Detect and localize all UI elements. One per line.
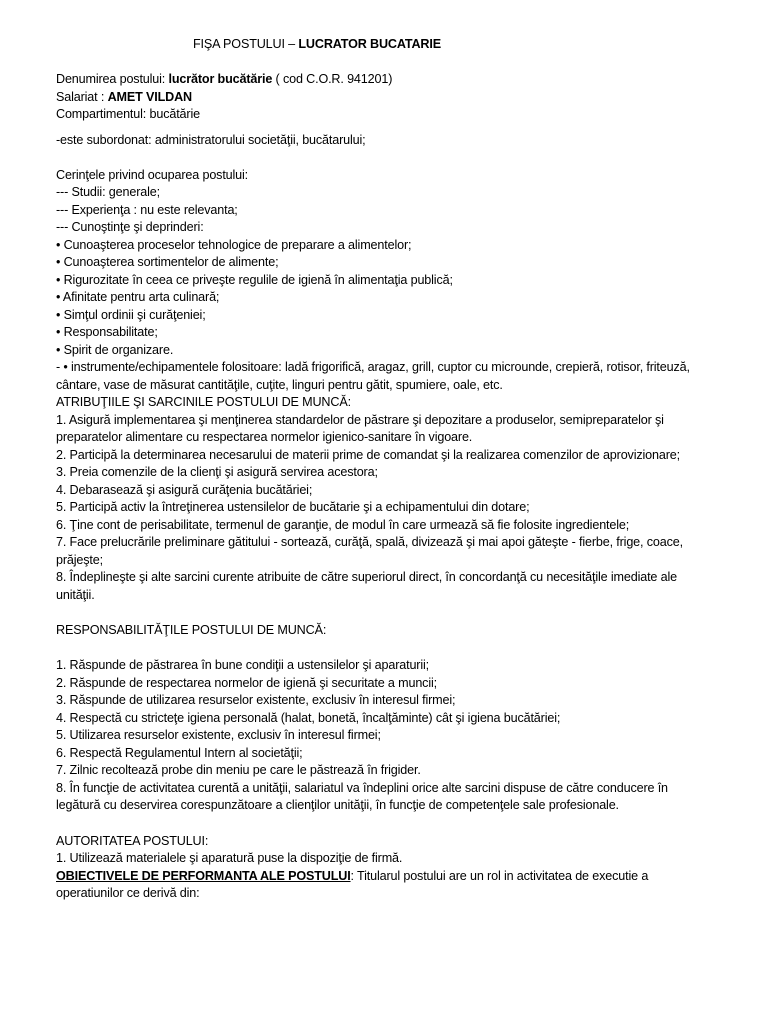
responsibility-line: 1. Răspunde de păstrarea în bune condiţii a ustensilelor şi aparaturii;: [56, 658, 429, 672]
requirement-line: • Spirit de organizare.: [56, 343, 174, 357]
duty-line: 7. Face prelucrările preliminare gătitului - sortează, curăţă, spală, divizează şi mai apoi găteşte - fierbe, frige, coace,: [56, 535, 683, 549]
department-line: Compartimentul: bucătărie: [56, 107, 200, 121]
responsibility-line: 5. Utilizarea resurselor existente, exclusiv în interesul firmei;: [56, 728, 381, 742]
job-name-line: Denumirea postului: lucrător bucătărie ( cod C.O.R. 941201): [56, 72, 393, 86]
requirement-line: • Cunoaşterea sortimentelor de alimente;: [56, 255, 279, 269]
requirement-line: cântare, vase de măsurat cantităţile, cuţite, linguri pentru gătit, spumiere, oale, etc.: [56, 378, 503, 392]
requirement-line: --- Studii: generale;: [56, 185, 160, 199]
responsibility-line: 7. Zilnic recoltează probe din meniu pe care le păstrează în frigider.: [56, 763, 421, 777]
responsibility-line: 6. Respectă Regulamentul Intern al societăţii;: [56, 746, 303, 760]
responsibility-line: 3. Răspunde de utilizarea resurselor existente, exclusiv în interesul firmei;: [56, 693, 456, 707]
requirement-line: • Cunoaşterea proceselor tehnologice de preparare a alimentelor;: [56, 238, 412, 252]
duty-line: 8. Îndeplineşte şi alte sarcini curente atribuite de către superiorul direct, în concordanţă cu necesităţile imediate ale: [56, 570, 677, 584]
requirement-line: --- Cunoştinţe şi deprinderi:: [56, 220, 204, 234]
responsibility-line: 2. Răspunde de respectarea normelor de igienă şi securitate a muncii;: [56, 676, 437, 690]
duty-line: 3. Preia comenzile de la clienţi şi asigură servirea acestora;: [56, 465, 378, 479]
duty-line: 4. Debarasează şi asigură curăţenia bucătăriei;: [56, 483, 313, 497]
objectives-heading: OBIECTIVELE DE PERFORMANTA ALE POSTULUI: [56, 869, 351, 883]
duty-line: prăjeşte;: [56, 553, 103, 567]
requirement-line: --- Experienţa : nu este relevanta;: [56, 203, 238, 217]
requirement-line: • Afinitate pentru arta culinară;: [56, 290, 220, 304]
responsibility-line: 8. În funcţie de activitatea curentă a unităţii, salariatul va îndeplini orice alte sarcini dispuse de către conducere în: [56, 781, 668, 795]
responsibility-line: 4. Respectă cu stricteţe igiena personală (halat, bonetă, încalţăminte) cât şi igiena bucătăriei;: [56, 711, 561, 725]
duty-line: 1. Asigură implementarea şi menţinerea standardelor de păstrare şi depozitare a produselor, semipreparatelor şi: [56, 413, 664, 427]
requirement-line: • Simţul ordinii şi curăţeniei;: [56, 308, 206, 322]
requirements-heading: Cerinţele privind ocuparea postului:: [56, 168, 249, 182]
duty-line: 5. Participă activ la întreţinerea ustensilelor de bucătarie şi a echipamentului din dotare;: [56, 500, 530, 514]
duty-line: unităţii.: [56, 588, 95, 602]
duty-line: 2. Participă la determinarea necesarului de materii prime de comandat şi la realizarea comenzilor de aprovizionare;: [56, 448, 680, 462]
duties-heading: ATRIBUŢIILE ŞI SARCINILE POSTULUI DE MUNCĂ:: [56, 395, 351, 409]
requirement-line: • Responsabilitate;: [56, 325, 158, 339]
subordination-line: -este subordonat: administratorului societăţii, bucătarului;: [56, 133, 366, 147]
objectives-line: OBIECTIVELE DE PERFORMANTA ALE POSTULUI: Titularul postului are un rol in activitatea de executie a: [56, 869, 649, 883]
responsibility-line: legătură cu deservirea corespunzătoare a clienţilor unităţii, în funcţie de competenţele sale profesionale.: [56, 798, 619, 812]
duty-line: preparatelor alimentare cu respectarea normelor igienico-sanitare în vigoare.: [56, 430, 473, 444]
responsibilities-heading: RESPONSABILITĂŢILE POSTULUI DE MUNCĂ:: [56, 623, 327, 637]
authority-heading: AUTORITATEA POSTULUI:: [56, 834, 209, 848]
objectives-line-2: operatiunilor ce derivă din:: [56, 886, 200, 900]
requirement-line: - • instrumente/echipamentele folositoare: ladă frigorifică, aragaz, grill, cuptor cu microunde, crepieră, rotisor, friteuză,: [56, 360, 690, 374]
document-title: FIŞA POSTULUI – LUCRATOR BUCATARIE: [193, 37, 441, 51]
duty-line: 6. Ţine cont de perisabilitate, termenul de garanţie, de modul în care urmează să fie folosite ingredientele;: [56, 518, 630, 532]
employee-line: Salariat : AMET VILDAN: [56, 90, 192, 104]
authority-line: 1. Utilizează materialele şi aparatură puse la dispoziţie de firmă.: [56, 851, 403, 865]
requirement-line: • Rigurozitate în ceea ce priveşte regulile de igienă în alimentaţia publică;: [56, 273, 453, 287]
